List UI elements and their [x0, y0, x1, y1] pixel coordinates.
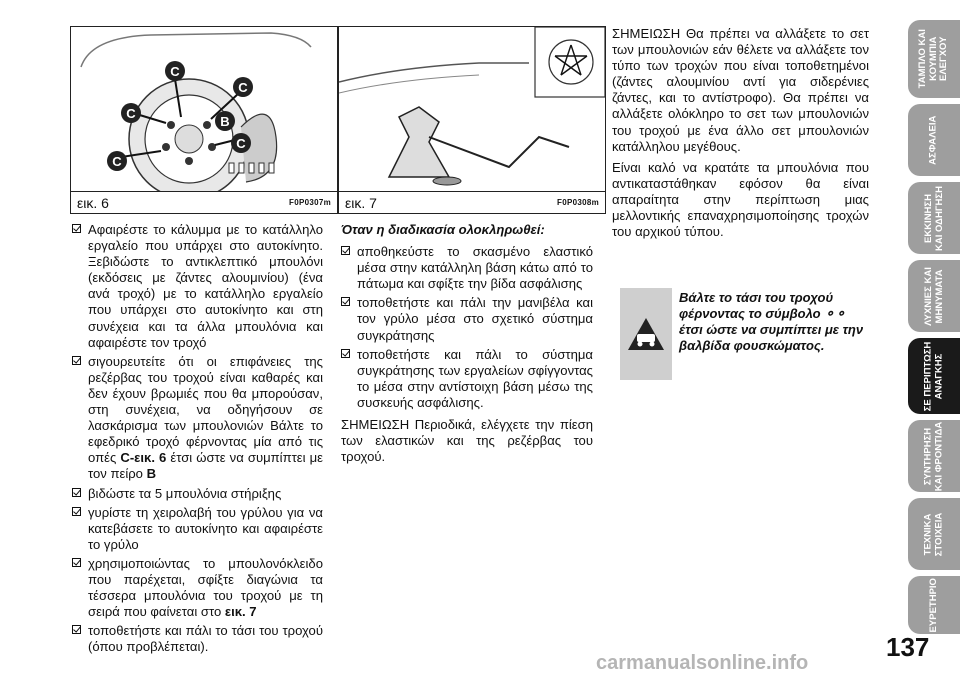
wheel-mounting-illustration: [71, 27, 337, 191]
warning-box: [620, 288, 870, 384]
checkbox-icon: [72, 356, 81, 365]
checkbox-icon: [72, 488, 81, 497]
list-item: αποθηκεύστε το σκασμένο ελαστικό μέσα στην κατάλληλη βάση κάτω από το πάτωμα και σφίξτε την βίδα ασφάλισης: [341, 244, 593, 292]
svg-text:C: C: [238, 80, 248, 95]
tab-dashboard-controls[interactable]: ΤΑΜΠΛΟ ΚΑΙ ΚΟΥΜΠΙΑ ΕΛΕΓΧΟΥ: [908, 20, 960, 98]
list-item: Αφαιρέστε το κάλυμμα με το κατάλληλο εργαλείο που υπάρχει στο αυτοκίνητο. Ξεβιδώστε το αντικλεπτικό μπουλόνι (εκδόσεις με ζάντες αλουμινίου) (ένα ανά τροχό) με το κατάλληλο εργαλείο που υπάρχει στο αυτοκίνητο και στη συνέχεια και τα άλλα μπουλόνια και αφαιρέστε τον τροχό: [72, 222, 323, 351]
list-item: τοποθετήστε και πάλι το σύστημα συγκράτησης των εργαλείων σφίγγοντας το μέσα στην αντίστοιχη βάση μέσω της συσκευής ασφάλισης.: [341, 347, 593, 411]
checkbox-icon: [72, 625, 81, 634]
list-item: σιγουρευτείτε ότι οι επιφάνειες της ρεζέρβας του τροχού είναι καθαρές και δεν έχουν βρωμιές που θα μπορούσαν, στη συνέχεια, να οδηγήσουν σε λασκάρισμα των μπουλονιών Βάλτε το εφεδρικό τροχό φέρνοντας μία από τις οπές C-εικ. 6 έτσι ώστε να συμπίπτει με τον πείρο B: [72, 354, 323, 483]
checkbox-icon: [341, 349, 350, 358]
checkbox-icon: [72, 224, 81, 233]
page-number: 137: [886, 632, 930, 662]
tab-safety[interactable]: ΑΣΦΑΛΕΙΑ: [908, 104, 960, 176]
tab-technical-data[interactable]: ΤΕΧΝΙΚΑ ΣΤΟΙΧΕΙΑ: [908, 498, 960, 570]
list-item: γυρίστε τη χειρολαβή του γρύλου για να κατεβάσετε το αυτοκίνητο και αφαιρέστε το γρύλο: [72, 505, 323, 553]
list-item: τοποθετήστε και πάλι την μανιβέλα και τον γρύλο μέσα στο σχετικό σύστημα συγκράτησης: [341, 295, 593, 343]
column-3: [612, 26, 869, 245]
figure-6: [70, 26, 338, 214]
watermark: carmanualsonline.info: [596, 652, 809, 674]
tab-maintenance[interactable]: ΣΥΝΤΗΡΗΣΗ ΚΑΙ ΦΡΟΝΤΙΔΑ: [908, 420, 960, 492]
figure-code: F0P0307m: [289, 198, 331, 207]
warning-text: Βάλτε το τάσι του τροχού φέρνοντας το σύμβολο ⚬⚬ έτσι ώστε να συμπίπτει με την βαλβίδα φουσκώματος.: [679, 290, 864, 353]
checkbox-icon: [341, 246, 350, 255]
warning-icon: [620, 288, 672, 380]
tab-emergency[interactable]: ΣΕ ΠΕΡΙΠΤΩΣΗ ΑΝΑΓΚΗΣ: [908, 338, 960, 414]
checkbox-icon: [72, 558, 81, 567]
checkbox-icon: [72, 507, 81, 516]
figure-caption: [71, 191, 337, 213]
section-heading: Όταν η διαδικασία ολοκληρωθεί:: [341, 222, 545, 237]
tab-starting-driving[interactable]: ΕΚΚΙΝΗΣΗ ΚΑΙ ΟΔΗΓΗΣΗ: [908, 182, 960, 254]
jack-and-wrench-illustration: [339, 27, 605, 191]
figure-7: [338, 26, 606, 214]
svg-text:C: C: [112, 154, 122, 169]
column-1: [72, 222, 323, 658]
note-paragraph: ΣΗΜΕΙΩΣΗ Θα πρέπει να αλλάξετε το σετ των μπουλονιών εάν θέλετε να αλλάξετε τον τύπο των τροχών που είναι τοποθετημένοι (ζάντες αλουμινίου αντί για σιδερένιες ζάντες, και το αντίστροφο). Θα πρέπει να αλλάξετε ολόκληρο το σετ των μπουλονιών του τροχού με ένα άλλο σετ μπουλονιών κατάλληλου μεγέθους.: [612, 26, 869, 154]
checkbox-icon: [341, 297, 350, 306]
note-paragraph: ΣΗΜΕΙΩΣΗ Περιοδικά, ελέγχετε την πίεση των ελαστικών και της ρεζέρβας του τροχού.: [341, 417, 593, 465]
chapter-tabs: [900, 20, 960, 640]
marker-b-label: B: [220, 114, 230, 129]
body-paragraph: Είναι καλό να κρατάτε τα μπουλόνια που αντικαταστάθηκαν εφόσον θα είναι απαραίτητα στην περίπτωση μιας μελλοντικής επαναχρησιμοποίησης τροχών του αρχικού τύπου.: [612, 159, 869, 240]
svg-text:C: C: [236, 136, 246, 151]
figure-label: εικ. 7: [345, 194, 377, 211]
figure-code: F0P0308m: [557, 198, 599, 207]
list-item: βιδώστε τα 5 μπουλόνια στήριξης: [72, 486, 323, 502]
figure-label: εικ. 6: [77, 194, 109, 211]
tab-warning-lights[interactable]: ΛΥΧΝΙΕΣ ΚΑΙ ΜΗΝΥΜΑΤΑ: [908, 260, 960, 332]
figure-caption: [339, 191, 605, 213]
marker-c-label: C: [126, 106, 136, 121]
svg-text:C: C: [170, 64, 180, 79]
tab-index[interactable]: ΕΥΡΕΤΗΡΙΟ: [908, 576, 960, 634]
column-2: [341, 222, 593, 470]
list-item: χρησιμοποιώντας το μπουλονόκλειδο που παρέχεται, σφίξτε διαγώνια τα τέσσερα μπουλόνια του τροχού με τη σειρά που φαίνεται στο εικ. 7: [72, 556, 323, 620]
list-item: τοποθετήστε και πάλι το τάσι του τροχού (όπου προβλέπεται).: [72, 623, 323, 655]
